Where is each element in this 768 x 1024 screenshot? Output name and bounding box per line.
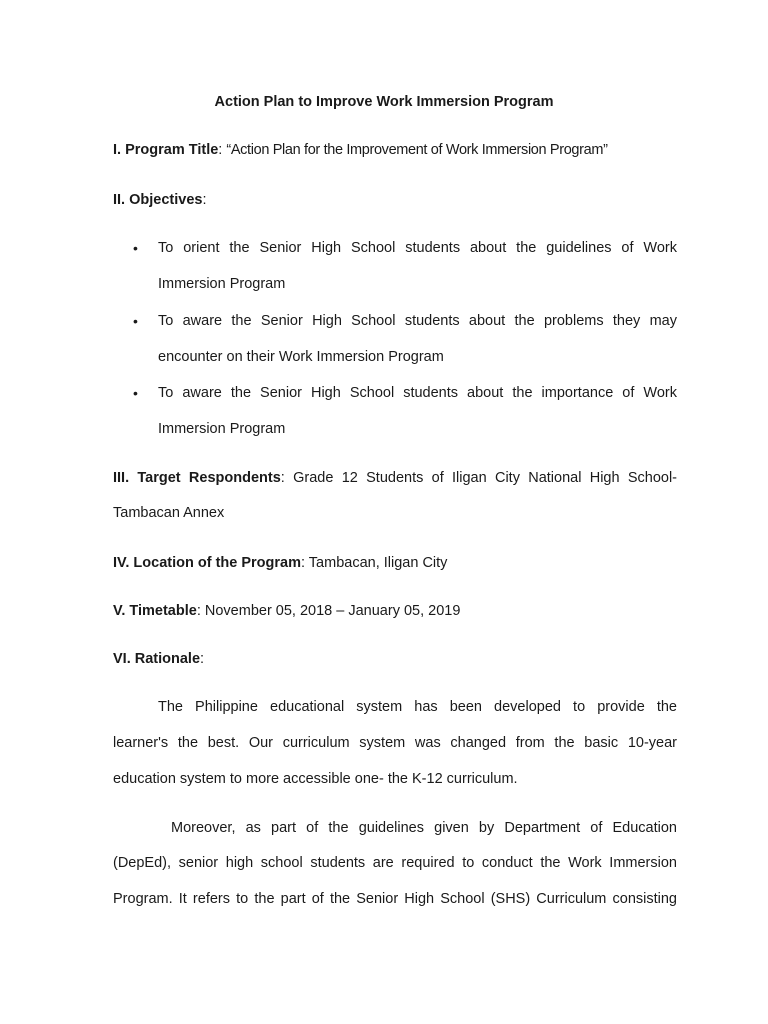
rationale-p2-line-3: Program. It refers to the part of the Senior High School (SHS) Curriculum consisting <box>113 891 677 907</box>
target-respondents-label: III. Target Respondents <box>113 470 281 486</box>
location-label: IV. Location of the Program <box>113 555 301 571</box>
document-title: Action Plan to Improve Work Immersion Program <box>214 94 554 110</box>
objective-1-line-2: Immersion Program <box>158 276 286 292</box>
rationale-p1-line-3: education system to more accessible one- the K-12 curriculum. <box>113 771 518 787</box>
objective-2-line-1: To aware the Senior High School students about the problems they may <box>158 313 677 329</box>
rationale-p2-line-1: Moreover, as part of the guidelines given by Department of Education <box>171 820 677 836</box>
objectives-label: II. Objectives <box>113 192 203 208</box>
location-line: IV. Location of the Program: Tambacan, Iligan City <box>113 555 448 571</box>
timetable-label: V. Timetable <box>113 603 197 619</box>
location-value: Tambacan, Iligan City <box>308 555 448 571</box>
rationale-p1-line-2: learner's the best. Our curriculum system was changed from the basic 10-year <box>113 735 677 751</box>
objective-3-line-1: To aware the Senior High School students about the importance of Work <box>158 385 677 401</box>
rationale-label: VI. Rationale <box>113 651 201 667</box>
objectives-heading: II. Objectives: <box>113 192 207 208</box>
target-respondents-line-2: Tambacan Annex <box>113 505 225 521</box>
objective-2-line-2: encounter on their Work Immersion Program <box>158 349 444 365</box>
rationale-p2-line-2: (DepEd), senior high school students are required to conduct the Work Immersion <box>113 855 677 871</box>
program-title-value: “Action Plan for the Improvement of Work Immersion Program” <box>226 142 608 158</box>
rationale-heading: VI. Rationale: <box>113 651 205 667</box>
program-title-line: I. Program Title: “Action Plan for the Improvement of Work Immersion Program” <box>113 142 608 158</box>
timetable-value: November 05, 2018 – January 05, 2019 <box>204 603 461 619</box>
bullet-icon: • <box>133 385 138 401</box>
target-respondents-line-1: III. Target Respondents: Grade 12 Students of Iligan City National High School- <box>113 470 677 486</box>
rationale-p1-line-1: The Philippine educational system has been developed to provide the <box>158 699 677 715</box>
objective-3-line-2: Immersion Program <box>158 421 286 437</box>
timetable-line: V. Timetable: November 05, 2018 – January 05, 2019 <box>113 603 461 619</box>
target-respondents-value: Grade 12 Students of Iligan City National High School- <box>293 470 677 486</box>
bullet-icon: • <box>133 240 138 256</box>
objective-1-line-1: To orient the Senior High School students about the guidelines of Work <box>158 240 677 256</box>
bullet-icon: • <box>133 313 138 329</box>
program-title-label: I. Program Title <box>113 142 219 158</box>
